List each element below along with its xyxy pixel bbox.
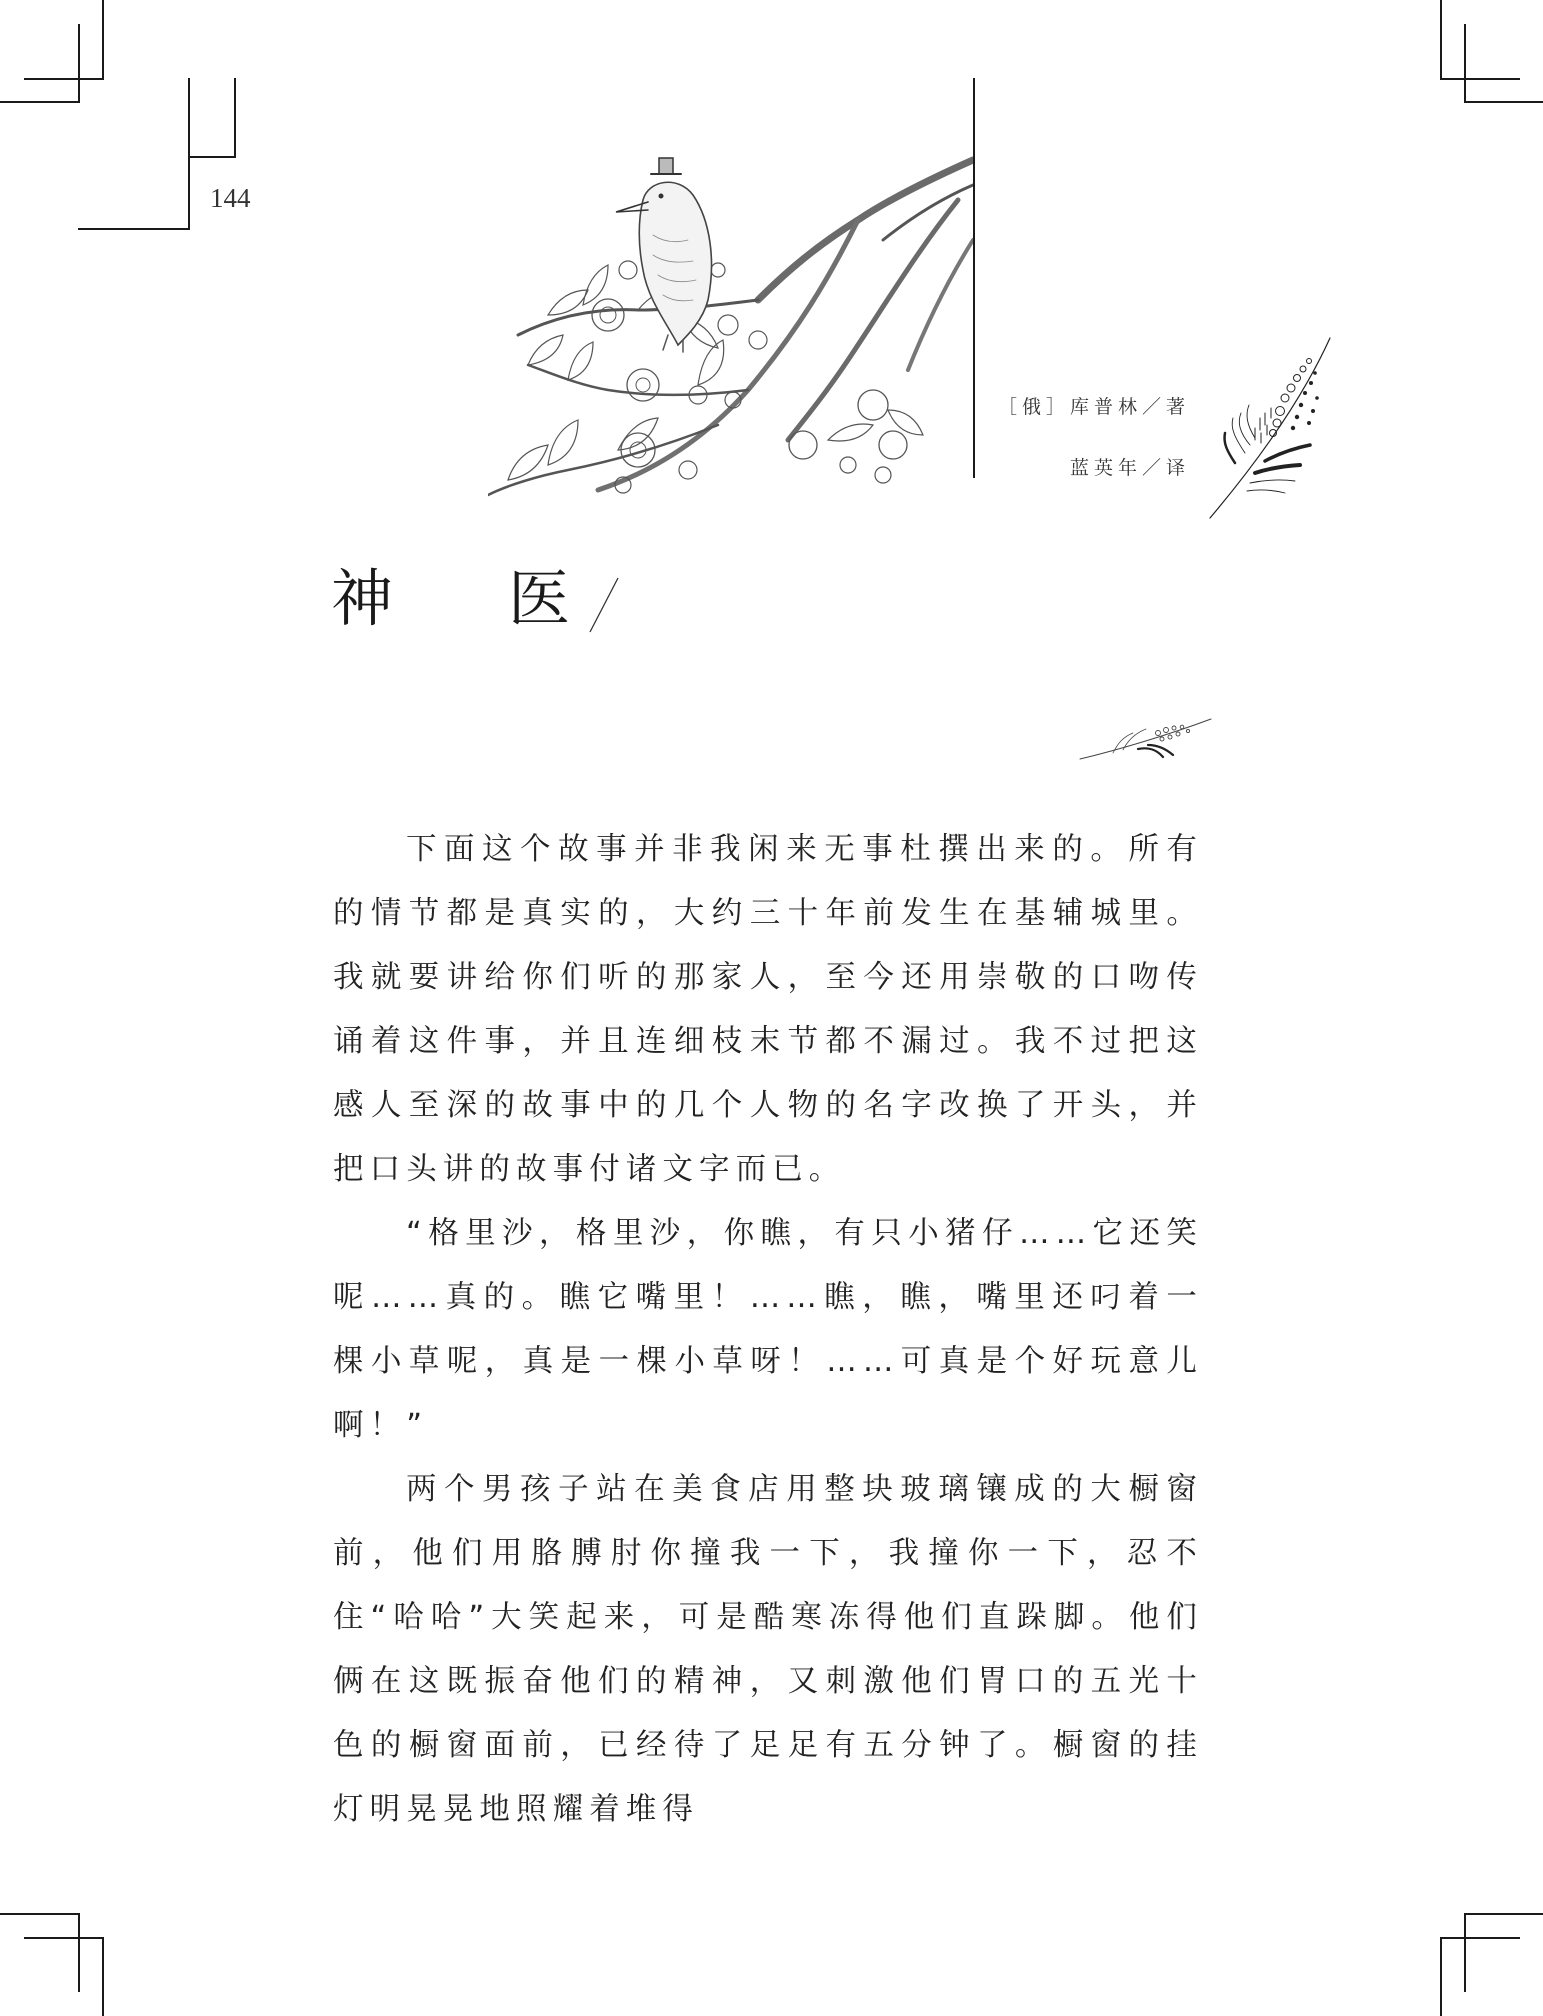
crop-mark-line bbox=[1464, 1913, 1466, 1992]
crop-mark-line bbox=[78, 1913, 80, 1992]
page-bracket-line bbox=[188, 156, 236, 158]
title-char-1: 神 bbox=[331, 562, 394, 635]
feather-large bbox=[1205, 333, 1335, 523]
page-number: 144 bbox=[210, 183, 251, 213]
crop-mark-line bbox=[0, 1913, 80, 1915]
page-bracket-line bbox=[234, 78, 236, 158]
paragraph: 下面这个故事并非我闲来无事杜撰出来的。所有的情节都是真实的，大约三十年前发生在基辅城里。我就要讲给你们听的那家人，至今还用崇敬的口吻传诵着这件事，并且连细枝末节都不漏过。我不过把这感人至深的故事中的几个人物的名字改换了开头，并把口头讲的故事付诸文字而已。 bbox=[333, 832, 1203, 1187]
crop-mark-line bbox=[102, 1937, 104, 2016]
crop-mark-line bbox=[1464, 24, 1466, 103]
translator-credit: 蓝英年／译 bbox=[1069, 457, 1190, 479]
bird-branch-illustration bbox=[488, 140, 973, 525]
feather-small bbox=[1078, 715, 1213, 763]
crop-mark-line bbox=[78, 24, 80, 103]
crop-mark-line bbox=[24, 1937, 104, 1939]
crop-mark-line bbox=[1440, 0, 1442, 79]
crop-mark-line bbox=[1440, 1937, 1442, 2016]
crop-mark-line bbox=[1440, 1937, 1520, 1939]
bird-on-branch-icon bbox=[488, 140, 973, 525]
crop-mark-line bbox=[1464, 1913, 1543, 1915]
title-slash bbox=[588, 576, 620, 634]
header-divider bbox=[973, 78, 975, 478]
crop-mark-line bbox=[24, 78, 104, 80]
title-char-2: 医 bbox=[508, 562, 571, 635]
article-body bbox=[333, 818, 1203, 1842]
page-bracket-line bbox=[78, 228, 190, 230]
paragraph: “格里沙，格里沙，你瞧，有只小猪仔……它还笑呢……真的。瞧它嘴里！……瞧，瞧，嘴里还叼着一棵小草呢，真是一棵小草呀！……可真是个好玩意儿啊！” bbox=[333, 1216, 1203, 1443]
page-bracket-line bbox=[188, 78, 190, 230]
crop-mark-line bbox=[0, 101, 80, 103]
crop-mark-line bbox=[1464, 101, 1543, 103]
crop-mark-line bbox=[1440, 78, 1520, 80]
author-credit: ［俄］库普林／著 bbox=[997, 396, 1190, 418]
crop-mark-line bbox=[102, 0, 104, 79]
paragraph: 两个男孩子站在美食店用整块玻璃镶成的大橱窗前，他们用胳膊肘你撞我一下，我撞你一下，忍不住“哈哈”大笑起来，可是酷寒冻得他们直跺脚。他们俩在这既振奋他们的精神，又刺激他们胃口的五光十色的橱窗面前，已经待了足足有五分钟了。橱窗的挂灯明晃晃地照耀着堆得 bbox=[333, 1472, 1203, 1827]
feather-icon bbox=[1205, 333, 1335, 523]
feather-icon bbox=[1078, 715, 1213, 763]
slash-icon bbox=[588, 576, 620, 634]
